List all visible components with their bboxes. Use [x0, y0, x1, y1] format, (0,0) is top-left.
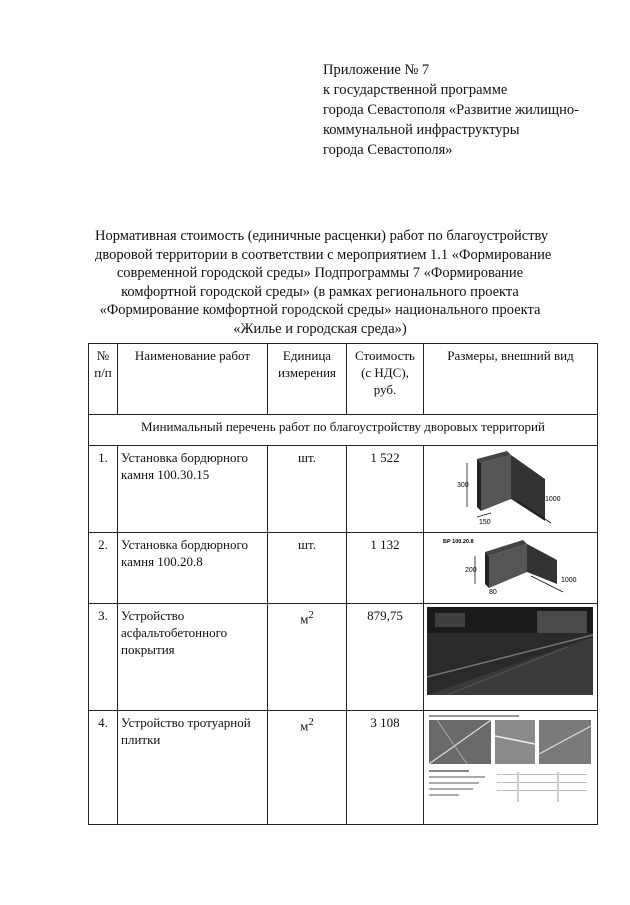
title-line: современной городской среды» Подпрограммы 7 «Формирование: [116, 265, 524, 281]
table-row: [89, 533, 598, 604]
header-cost: Стоимость (с НДС), руб.: [347, 344, 424, 415]
row-figure-cell: [424, 711, 598, 825]
row-name: Установка бордюрного камня 100.20.8: [118, 533, 268, 604]
dim-width: 80: [489, 589, 497, 596]
section-title: Минимальный перечень работ по благоустройству дворовых территорий: [89, 415, 598, 446]
unit-exponent: 2: [308, 716, 314, 728]
dim-length: 1000: [561, 577, 577, 584]
row-figure-cell: [424, 446, 598, 533]
appendix-line: города Севастополя «Развитие жилищно-: [323, 102, 579, 118]
table-row: [89, 604, 598, 711]
row-cost: 1 132: [347, 533, 424, 604]
works-table: [88, 343, 598, 825]
appendix-block: [323, 60, 579, 160]
appendix-line: города Севастополя»: [323, 142, 453, 158]
row-num: 1.: [89, 446, 118, 533]
title-line: комфортной городской среды» (в рамках регионального проекта: [121, 283, 519, 300]
header-unit: Единица измерения: [268, 344, 347, 415]
drawing-tag: БР 100.20.8: [443, 539, 474, 545]
dim-height: 200: [465, 567, 477, 574]
curb-stone-drawing-2: [427, 536, 593, 596]
row-cost: 3 108: [347, 711, 424, 825]
table-row: [89, 446, 598, 533]
row-num: 4.: [89, 711, 118, 825]
table-row: [89, 711, 598, 825]
appendix-line: Приложение № 7: [323, 62, 430, 78]
table-header-row: [89, 344, 598, 415]
row-unit: [268, 604, 347, 711]
asphalt-photo: [427, 607, 593, 695]
row-name: Устройство асфальтобетонного покрытия: [118, 604, 268, 711]
dim-height: 300: [457, 482, 469, 489]
unit-text: м: [300, 718, 309, 734]
section-row: [89, 415, 598, 446]
dim-length: 1000: [545, 496, 561, 503]
title-line: дворовой территории в соответствии с мероприятием 1.1 «Формирование: [95, 246, 552, 263]
row-figure-cell: [424, 533, 598, 604]
dim-width: 150: [479, 519, 491, 525]
row-name: Установка бордюрного камня 100.30.15: [118, 446, 268, 533]
appendix-line: коммунальной инфраструктуры: [323, 122, 520, 138]
header-name: Наименование работ: [118, 344, 268, 415]
row-figure-cell: [424, 604, 598, 711]
row-name: Устройство тротуарной плитки: [118, 711, 268, 825]
header-view: Размеры, внешний вид: [424, 344, 598, 415]
title-line: «Формирование комфортной городской среды» национального проекта: [99, 302, 541, 318]
row-cost: 879,75: [347, 604, 424, 711]
row-num: 3.: [89, 604, 118, 711]
curb-stone-drawing-1: [427, 449, 593, 525]
title-line: «Жилье и городская среда»): [233, 320, 407, 337]
row-num: 2.: [89, 533, 118, 604]
header-num: № п/п: [89, 344, 118, 415]
row-cost: 1 522: [347, 446, 424, 533]
appendix-line: к государственной программе: [323, 82, 508, 98]
paving-tile-sheet: [427, 714, 593, 814]
row-unit: шт.: [268, 533, 347, 604]
document-title: [95, 227, 552, 338]
unit-exponent: 2: [308, 609, 314, 621]
row-unit: шт.: [268, 446, 347, 533]
row-unit: [268, 711, 347, 825]
unit-text: м: [300, 611, 309, 627]
title-line: Нормативная стоимость (единичные расценки) работ по благоустройству: [95, 228, 549, 244]
